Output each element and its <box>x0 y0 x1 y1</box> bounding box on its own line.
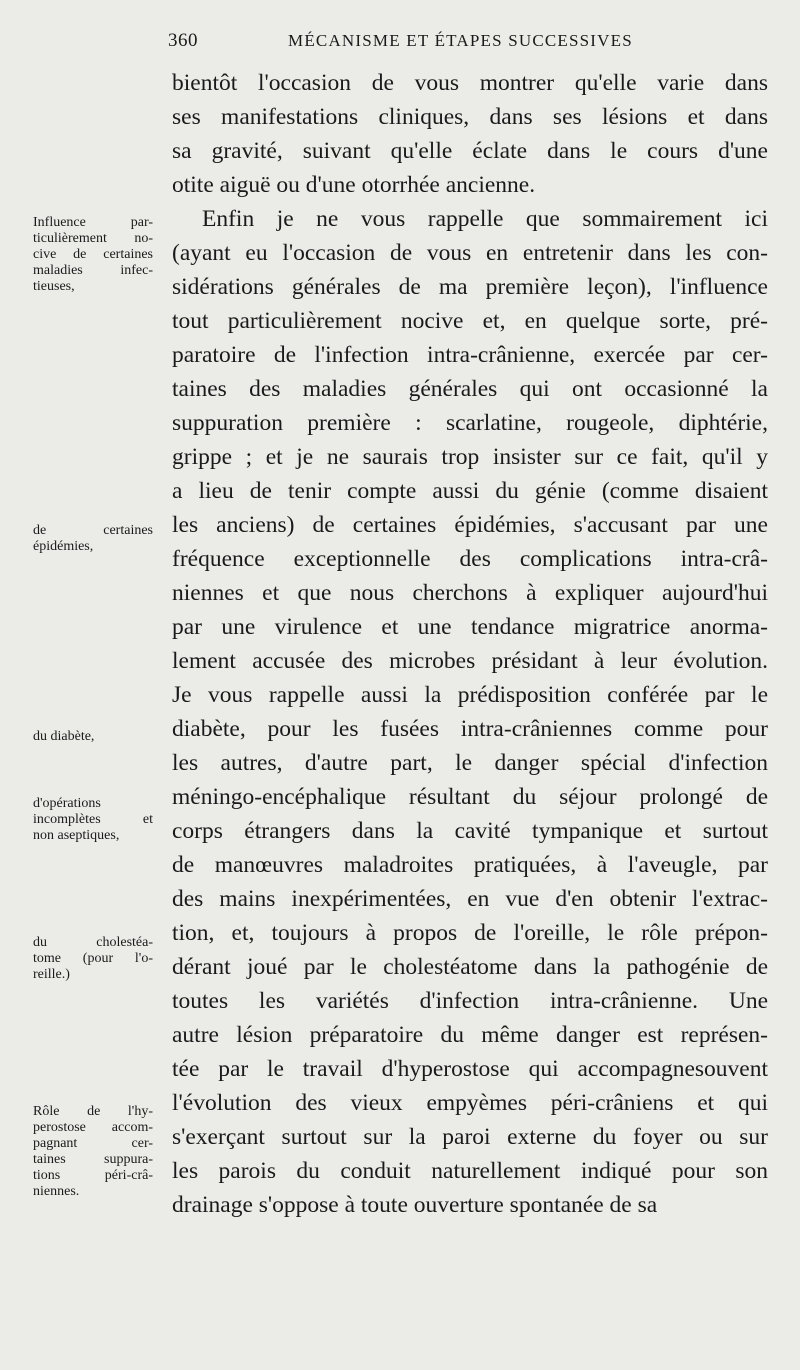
body-line: lement accusée des microbes présidant à leur évolution. <box>172 648 768 674</box>
margin-note-operations <box>33 796 153 844</box>
body-line: de manœuvres maladroites pratiquées, à l'aveugle, par <box>172 852 768 878</box>
body-line: grippe ; et je ne saurais trop insister sur ce fait, qu'il y <box>172 444 768 470</box>
margin-note-line: cive de certaines <box>33 247 153 262</box>
body-line: niennes et que nous cherchons à expliquer aujourd'hui <box>172 580 768 606</box>
margin-note-line: incomplètes et <box>33 812 153 827</box>
page-number: 360 <box>168 30 198 51</box>
body-line: bientôt l'occasion de vous montrer qu'elle varie dans <box>172 70 768 96</box>
body-line: autre lésion préparatoire du même danger est représen- <box>172 1022 768 1048</box>
body-line: tée par le travail d'hyperostose qui accompagnesouvent <box>172 1056 768 1082</box>
margin-note-line: tome (pour l'o- <box>33 951 153 966</box>
body-line: paratoire de l'infection intra-crânienne, exercée par cer- <box>172 342 768 368</box>
body-line: sidérations générales de ma première leçon), l'influence <box>172 274 768 300</box>
page-header <box>168 30 768 56</box>
body-line: tion, et, toujours à propos de l'oreille, le rôle prépon- <box>172 920 768 946</box>
body-line: otite aiguë ou d'une otorrhée ancienne. <box>172 172 536 198</box>
body-line: (ayant eu l'occasion de vous en entretenir dans les con- <box>172 240 768 266</box>
running-head: MÉCANISME ET ÉTAPES SUCCESSIVES <box>288 31 633 50</box>
margin-note-diabete <box>33 729 153 745</box>
margin-note-cholesteatome <box>33 935 153 983</box>
body-line: ses manifestations cliniques, dans ses lésions et dans <box>172 104 768 130</box>
body-line: des mains inexpérimentées, en vue d'en obtenir l'extrac- <box>172 886 768 912</box>
body-line: l'évolution des vieux empyèmes péri-crâniens et qui <box>172 1090 768 1116</box>
body-line: corps étrangers dans la cavité tympanique et surtout <box>172 818 768 844</box>
margin-note-influence <box>33 215 153 295</box>
body-line: toutes les variétés d'infection intra-crânienne. Une <box>172 988 768 1014</box>
body-line: fréquence exceptionnelle des complications intra-crâ- <box>172 546 768 572</box>
body-line: Je vous rappelle aussi la prédisposition conférée par le <box>172 682 768 708</box>
body-line: drainage s'oppose à toute ouverture spontanée de sa <box>172 1192 658 1218</box>
body-line: les anciens) de certaines épidémies, s'accusant par une <box>172 512 768 538</box>
margin-note-line: taines suppura- <box>33 1152 153 1167</box>
body-line: tout particulièrement nocive et, en quelque sorte, pré- <box>172 308 768 334</box>
margin-note-line: tions péri-crâ- <box>33 1168 153 1183</box>
margin-note-line: maladies infec- <box>33 263 153 278</box>
body-line: Enfin je ne vous rappelle que sommairement ici <box>202 206 768 232</box>
margin-note-line: d'opérations <box>33 796 101 811</box>
body-line: taines des maladies générales qui ont occasionné la <box>172 376 768 402</box>
margin-note-line: tieuses, <box>33 279 75 294</box>
body-line: suppuration première : scarlatine, rougeole, diphtérie, <box>172 410 768 436</box>
body-line: diabète, pour les fusées intra-crâniennes comme pour <box>172 716 768 742</box>
margin-note-line: non aseptiques, <box>33 828 120 843</box>
margin-note-hyperostose <box>33 1104 153 1200</box>
margin-note-line: du cholestéa- <box>33 935 153 950</box>
body-line: s'exerçant surtout sur la paroi externe du foyer ou sur <box>172 1124 768 1150</box>
margin-note-line: perostose accom- <box>33 1120 153 1135</box>
margin-note-line: Influence par- <box>33 215 153 230</box>
margin-note-line: de certaines <box>33 523 153 538</box>
margin-note-line: du diabète, <box>33 729 95 744</box>
body-line: méningo-encéphalique résultant du séjour prolongé de <box>172 784 768 810</box>
margin-note-epidemies <box>33 523 153 555</box>
margin-note-line: épidémies, <box>33 539 94 554</box>
margin-note-line: niennes. <box>33 1184 80 1199</box>
body-line: dérant joué par le cholestéatome dans la pathogénie de <box>172 954 768 980</box>
body-line: les autres, d'autre part, le danger spécial d'infection <box>172 750 768 776</box>
margin-note-line: reille.) <box>33 967 70 982</box>
margin-note-line: pagnant cer- <box>33 1136 153 1151</box>
body-line: par une virulence et une tendance migratrice anorma- <box>172 614 768 640</box>
margin-note-line: ticulièrement no- <box>33 231 153 246</box>
body-line: a lieu de tenir compte aussi du génie (comme disaient <box>172 478 768 504</box>
body-line: sa gravité, suivant qu'elle éclate dans le cours d'une <box>172 138 768 164</box>
margin-note-line: Rôle de l'hy- <box>33 1104 153 1119</box>
body-line: les parois du conduit naturellement indiqué pour son <box>172 1158 768 1184</box>
